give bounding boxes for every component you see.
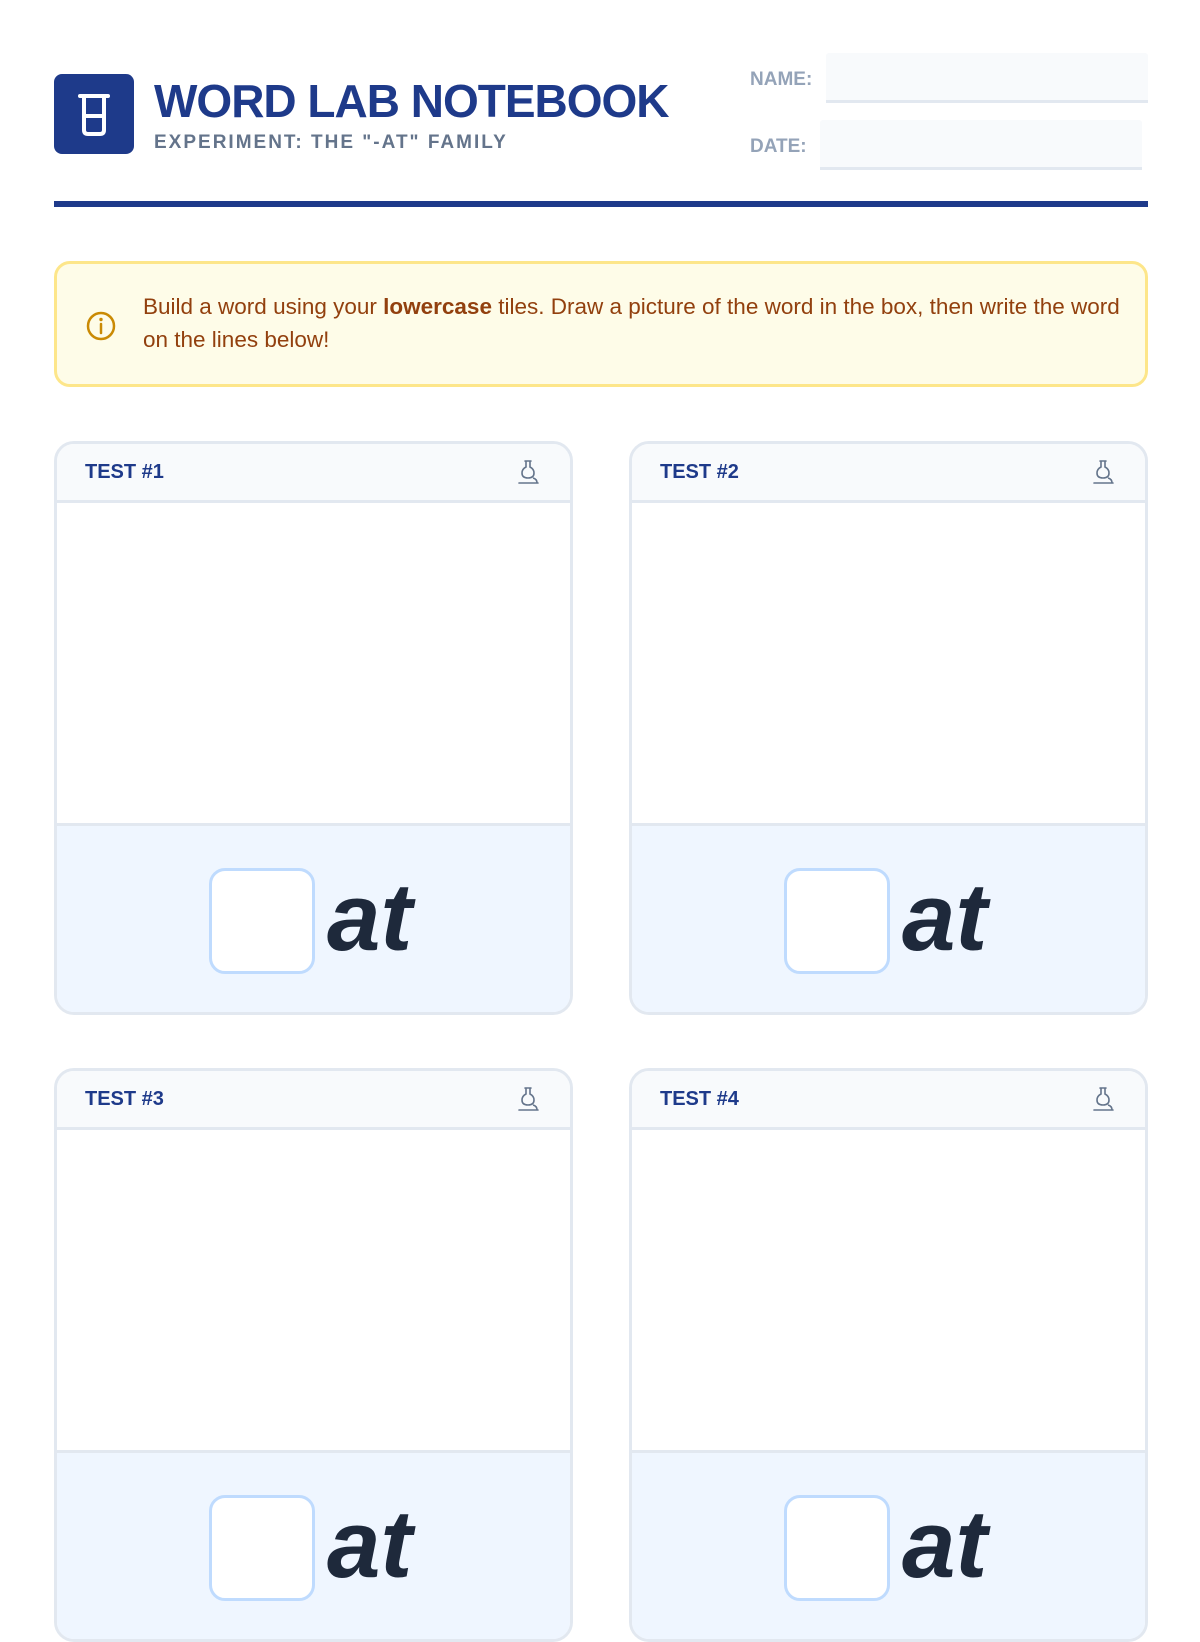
word-builder	[57, 1450, 570, 1642]
instructions-box	[54, 261, 1148, 387]
word-ending: at	[902, 864, 988, 971]
drawing-box[interactable]	[57, 503, 570, 823]
word-builder	[632, 1450, 1145, 1642]
name-field[interactable]	[826, 53, 1148, 103]
letter-tile-slot[interactable]	[784, 868, 890, 974]
word-ending: at	[327, 1491, 413, 1598]
test-card-header	[57, 444, 570, 503]
drawing-box[interactable]	[632, 503, 1145, 823]
worksheet-header	[54, 52, 1148, 206]
logo	[54, 74, 134, 154]
page-subtitle: EXPERIMENT: THE "-AT" FAMILY	[154, 132, 508, 153]
date-label: DATE:	[750, 136, 807, 157]
drawing-box[interactable]	[57, 1130, 570, 1450]
test-label: TEST #1	[85, 461, 164, 483]
letter-tile-slot[interactable]	[209, 868, 315, 974]
flask-icon	[1091, 1085, 1117, 1113]
word-builder	[632, 823, 1145, 1015]
info-icon	[85, 310, 117, 342]
date-field[interactable]	[820, 120, 1142, 170]
flask-icon	[1091, 458, 1117, 486]
page-title: WORD LAB NOTEBOOK	[154, 75, 669, 127]
header-divider	[54, 201, 1148, 207]
instructions-text: Build a word using your lowercase tiles. Draw a picture of the word in the box, then write the word on the lines below!	[143, 294, 1120, 352]
test-card	[629, 1068, 1148, 1642]
test-label: TEST #2	[660, 461, 739, 483]
letter-tile-slot[interactable]	[784, 1495, 890, 1601]
test-label: TEST #4	[660, 1088, 739, 1110]
name-label: NAME:	[750, 69, 813, 90]
beaker-icon	[72, 90, 116, 138]
word-ending: at	[327, 864, 413, 971]
test-card-header	[57, 1071, 570, 1130]
test-card	[54, 1068, 573, 1642]
test-label: TEST #3	[85, 1088, 164, 1110]
test-card-header	[632, 444, 1145, 503]
test-card	[54, 441, 573, 1015]
word-builder	[57, 823, 570, 1015]
test-card	[629, 441, 1148, 1015]
flask-icon	[516, 458, 542, 486]
flask-icon	[516, 1085, 542, 1113]
test-card-header	[632, 1071, 1145, 1130]
letter-tile-slot[interactable]	[209, 1495, 315, 1601]
word-ending: at	[902, 1491, 988, 1598]
drawing-box[interactable]	[632, 1130, 1145, 1450]
